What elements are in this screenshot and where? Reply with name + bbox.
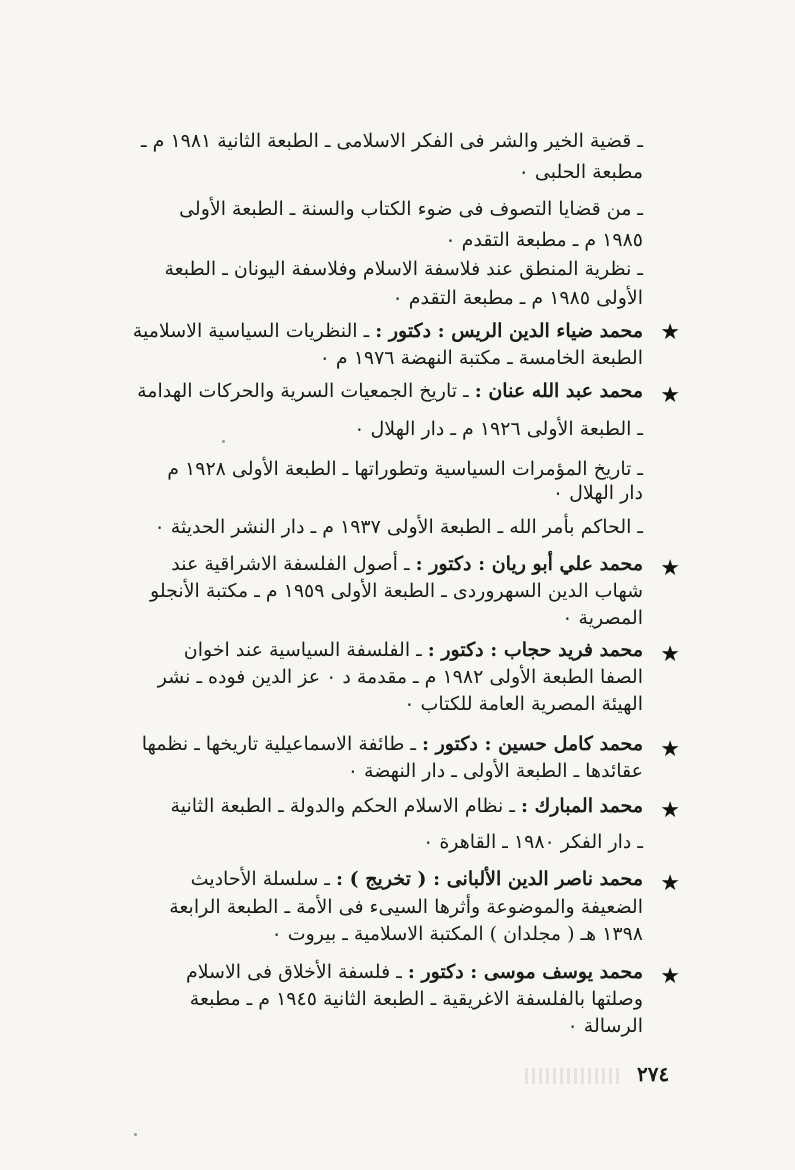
author-name: محمد كامل حسين : دكتور : xyxy=(421,733,643,755)
entry-title: ـ أصول الفلسفة الاشراقية عند xyxy=(171,553,416,575)
paper-speck xyxy=(222,440,225,443)
entry-text-line: الأولى ١٩٨٥ م ـ مطبعة التقدم ٠ xyxy=(392,287,643,309)
paper-speck xyxy=(134,1133,137,1136)
faint-bleed-through xyxy=(525,1068,620,1084)
entry-title: ـ الفلسفة السياسية عند اخوان xyxy=(183,639,428,661)
entry-text-line: الصفا الطبعة الأولى ١٩٨٢ م ـ مقدمة د ٠ عز الدين فوده ـ نشر xyxy=(157,666,643,688)
star-marker-icon: ★ xyxy=(660,556,680,581)
star-marker-icon: ★ xyxy=(660,798,680,823)
entry-text-line: الطبعة الخامسة ـ مكتبة النهضة ١٩٧٦ م ٠ xyxy=(319,347,643,369)
entry-text-line: الهيئة المصرية العامة للكتاب ٠ xyxy=(404,693,643,715)
entry-text-line: ١٣٩٨ هـ ( مجلدان ) المكتبة الاسلامية ـ بيروت ٠ xyxy=(271,923,643,945)
entry-title: ـ نظام الاسلام الحكم والدولة ـ الطبعة الثانية xyxy=(170,795,521,817)
entry-text-line xyxy=(191,866,643,892)
author-name: محمد عبد الله عنان : xyxy=(474,380,643,402)
entry-text-line: عقائدها ـ الطبعة الأولى ـ دار النهضة ٠ xyxy=(347,760,643,782)
entry-title: ـ فلسفة الأخلاق فى الاسلام xyxy=(185,961,408,983)
entry-text-line: الضعيفة والموضوعة وأثرها السيىء فى الأمة ـ الطبعة الرابعة xyxy=(169,896,643,918)
entry-text-line: ـ تاريخ المؤمرات السياسية وتطوراتها ـ الطبعة الأولى ١٩٢٨ م xyxy=(167,458,643,480)
author-name: محمد المبارك : xyxy=(520,795,643,817)
star-marker-icon: ★ xyxy=(660,383,680,408)
page-number: ٢٧٤ xyxy=(637,1062,670,1086)
entry-text-line xyxy=(184,637,643,663)
entry-text-line: وصلتها بالفلسفة الاغريقية ـ الطبعة الثانية ١٩٤٥ م ـ مطبعة xyxy=(189,988,643,1010)
entry-text-line: ـ الحاكم بأمر الله ـ الطبعة الأولى ١٩٣٧ م ـ دار النشر الحديثة ٠ xyxy=(154,516,643,538)
entry-text-line xyxy=(171,793,643,819)
author-name: محمد ناصر الدين الألبانى : ( تخريج ) : xyxy=(336,868,643,890)
entry-text-line: مطبعة الحلبى ٠ xyxy=(518,161,643,183)
star-marker-icon: ★ xyxy=(660,737,680,762)
entry-text-line xyxy=(186,959,643,985)
entry-title: ـ سلسلة الأحاديث xyxy=(190,868,337,890)
star-marker-icon: ★ xyxy=(660,642,680,667)
star-marker-icon: ★ xyxy=(660,871,680,896)
star-marker-icon: ★ xyxy=(660,320,680,345)
star-marker-icon: ★ xyxy=(660,964,680,989)
entry-text-line xyxy=(133,318,643,344)
entry-text-line: ـ نظرية المنطق عند فلاسفة الاسلام وفلاسفة اليونان ـ الطبعة xyxy=(164,258,643,280)
entry-text-line: الرسالة ٠ xyxy=(567,1015,643,1037)
entry-title: ـ طائفة الاسماعيلية تاريخها ـ نظمها xyxy=(141,733,422,755)
entry-text-line: ـ قضية الخير والشر فى الفكر الاسلامى ـ الطبعة الثانية ١٩٨١ م ـ xyxy=(141,130,643,152)
author-name: محمد يوسف موسى : دكتور : xyxy=(407,961,643,983)
author-name: محمد فريد حجاب : دكتور : xyxy=(427,639,643,661)
entry-text-line: ـ الطبعة الأولى ١٩٢٦ م ـ دار الهلال ٠ xyxy=(354,418,643,440)
entry-text-line xyxy=(137,378,643,404)
entry-text-line: ـ دار الفكر ١٩٨٠ ـ القاهرة ٠ xyxy=(423,831,643,853)
entry-text-line: ١٩٨٥ م ـ مطبعة التقدم ٠ xyxy=(445,229,643,251)
entry-text-line: المصرية ٠ xyxy=(562,607,643,629)
entry-text-line: ـ من قضايا التصوف فى ضوء الكتاب والسنة ـ الطبعة الأولى xyxy=(179,198,643,220)
entry-text-line: شهاب الدين السهروردى ـ الطبعة الأولى ١٩٥٩ م ـ مكتبة الأنجلو xyxy=(150,580,643,602)
entry-title: ـ تاريخ الجمعيات السرية والحركات الهدامة xyxy=(137,380,475,402)
entry-text-line xyxy=(171,551,643,577)
entry-text-line: دار الهلال ٠ xyxy=(552,482,643,504)
entry-title: ـ النظريات السياسية الاسلامية xyxy=(132,320,376,342)
author-name: محمد علي أبو ريان : دكتور : xyxy=(415,553,643,575)
entry-text-line xyxy=(142,731,643,757)
author-name: محمد ضياء الدين الريس : دكتور : xyxy=(375,320,643,342)
